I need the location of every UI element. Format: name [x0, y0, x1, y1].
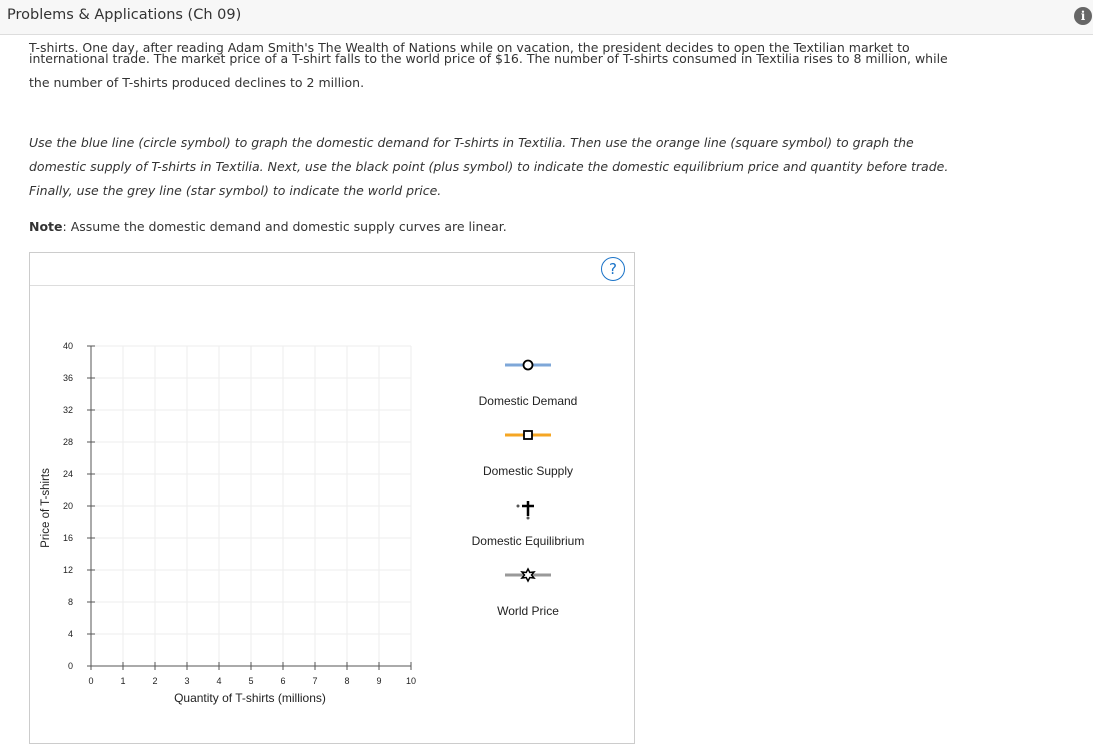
y-tick-label: 32: [62, 405, 73, 415]
y-tick-label: 4: [67, 629, 73, 639]
legend-label-domestic-equilibrium: Domestic Equilibrium: [471, 534, 585, 548]
y-tick-label: 0: [67, 661, 73, 671]
y-tick-label: 16: [62, 533, 73, 543]
x-tick-label: 9: [376, 676, 382, 686]
x-tick-label: 1: [120, 676, 126, 686]
instruction-line: domestic supply of T-shirts in Textilia. Next, use the black point (plus symbol) to indicate the domestic equilibrium price and quantity before trade.: [29, 159, 949, 174]
note-label: Note: [29, 219, 63, 234]
legend-label-domestic-supply: Domestic Supply: [482, 464, 574, 478]
problem-text-line: the number of T-shirts produced declines to 2 million.: [29, 75, 365, 90]
legend-label-world-price: World Price: [497, 604, 559, 618]
legend-tool-domestic-supply[interactable]: [505, 431, 551, 439]
header-bar: [0, 0, 1093, 35]
x-tick-label: 2: [152, 676, 158, 686]
y-tick-label: 40: [62, 341, 73, 351]
x-tick-labels: [88, 676, 416, 686]
x-tick-label: 8: [344, 676, 350, 686]
x-tick-label: 3: [184, 676, 190, 686]
note-text: : Assume the domestic demand and domestic supply curves are linear.: [62, 219, 507, 234]
y-tick-label: 20: [62, 501, 73, 511]
note-line: [29, 215, 949, 239]
graph-canvas[interactable]: [30, 253, 634, 723]
help-icon[interactable]: ?: [601, 257, 625, 281]
legend-tool-world-price[interactable]: [505, 569, 551, 581]
page-title: Problems & Applications (Ch 09): [7, 7, 242, 23]
grid: [91, 346, 411, 666]
x-tick-label: 4: [216, 676, 222, 686]
dot-icon: [527, 517, 530, 520]
dot-icon: [517, 505, 520, 508]
y-tick-label: 36: [62, 373, 73, 383]
instruction-line: Use the blue line (circle symbol) to graph the domestic demand for T-shirts in Textilia. Then use the orange line (square symbol) to graph the: [29, 135, 914, 150]
x-tick-label: 0: [88, 676, 94, 686]
y-axis-label: Price of T-shirts: [40, 468, 52, 548]
x-tick-label: 10: [405, 676, 417, 686]
y-tick-label: 28: [62, 437, 73, 447]
y-tick-label: 8: [67, 597, 73, 607]
info-icon[interactable]: i: [1074, 7, 1092, 25]
x-axis-label: Quantity of T-shirts (millions): [174, 691, 326, 705]
y-tick-label: 12: [62, 565, 73, 575]
x-tick-label: 6: [280, 676, 286, 686]
circle-marker-icon: [524, 361, 533, 370]
star-marker-icon: [522, 569, 534, 581]
graph-panel: [29, 252, 635, 744]
square-marker-icon: [524, 431, 532, 439]
problem-text-cut-line: T-shirts. One day, after reading Adam Smith's The Wealth of Nations while on vacation, the president decides to open the Textilian market to: [29, 39, 910, 55]
x-tick-label: 7: [312, 676, 318, 686]
axes: [87, 346, 411, 670]
legend-tool-domestic-demand[interactable]: [505, 361, 551, 370]
y-tick-label: 24: [62, 469, 73, 479]
problem-text-line: international trade. The market price of a T-shirt falls to the world price of $16. The number of T-shirts consumed in Textilia rises to 8 million, while: [29, 51, 948, 66]
legend-tool-domestic-equilibrium[interactable]: [517, 501, 535, 520]
instruction-line: Finally, use the grey line (star symbol) to indicate the world price.: [29, 183, 442, 198]
x-tick-label: 5: [248, 676, 254, 686]
y-tick-labels: [63, 341, 73, 671]
legend-label-domestic-demand: Domestic Demand: [478, 394, 578, 408]
